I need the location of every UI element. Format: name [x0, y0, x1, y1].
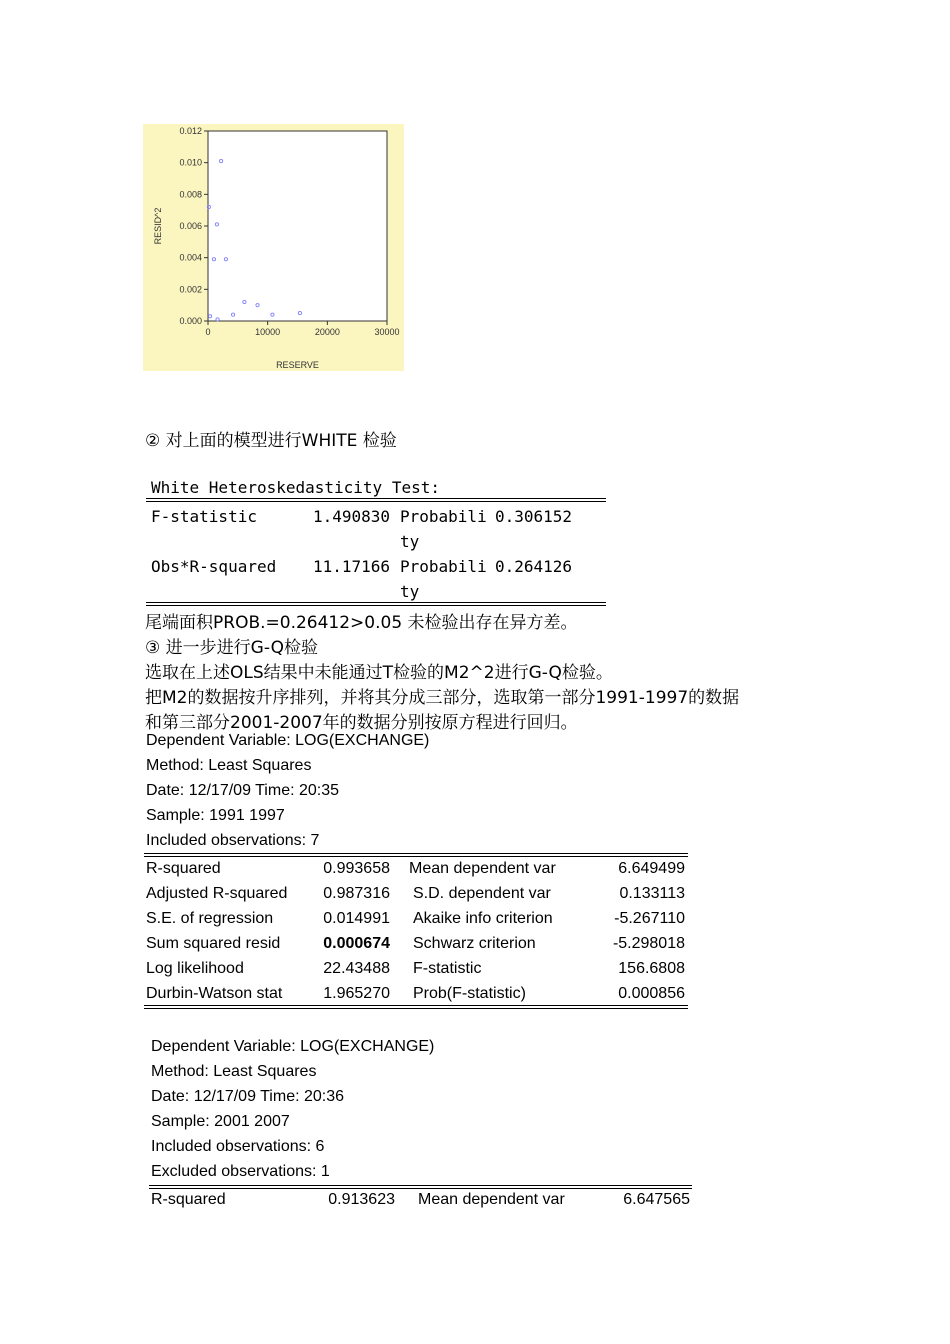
y-tick-label: 0.006: [179, 221, 202, 231]
stat-label: S.D. dependent var: [413, 885, 551, 902]
stat-value: -5.298018: [612, 935, 685, 952]
stat-value: 0.000674: [323, 935, 390, 952]
white-test-title: White Heteroskedasticity Test:: [151, 478, 440, 497]
x-axis-label: RESERVE: [276, 360, 319, 370]
stat-value: 0.000856: [618, 985, 685, 1002]
regression-header-line: Method: Least Squares: [151, 1063, 317, 1080]
table-rule: [146, 602, 606, 603]
x-tick-label: 30000: [374, 327, 400, 337]
stat-label: R-squared: [146, 860, 221, 877]
residual-scatter-chart: [143, 124, 404, 371]
regression-header-line: Dependent Variable: LOG(EXCHANGE): [151, 1038, 435, 1055]
table-rule: [144, 853, 688, 854]
stat-value: 156.6808: [618, 960, 685, 977]
regression-header-line: Included observations: 7: [146, 832, 320, 849]
stat-value: 0.014991: [323, 910, 390, 927]
y-axis-label: RESID^2: [153, 207, 163, 245]
scatter-svg: [143, 124, 404, 371]
white-row-2-value: 11.17166: [312, 557, 390, 576]
stat-label: S.E. of regression: [146, 910, 274, 927]
stat-label: Adjusted R-squared: [146, 885, 288, 902]
white-row-1-label: F-statistic: [151, 507, 257, 526]
regression-header-line: Sample: 2001 2007: [151, 1113, 290, 1130]
y-tick-label: 0.008: [179, 189, 202, 200]
table-rule: [146, 501, 606, 502]
table-rule: [144, 1005, 688, 1006]
section3-heading: ③ 进一步进行G-Q检验: [145, 638, 318, 658]
white-row-2-label: Obs*R-squared: [151, 557, 277, 576]
white-row-1-prob: 0.306152: [495, 507, 573, 526]
y-tick-label: 0.000: [179, 316, 202, 326]
table-rule: [146, 498, 606, 499]
white-row-1-value: 1.490830: [312, 507, 390, 526]
stat-value: -5.267110: [614, 910, 685, 927]
paragraph-1: 选取在上述OLS结果中未能通过T检验的M2^2进行G-Q检验。: [145, 663, 613, 683]
stat-value: 0.133113: [619, 885, 685, 902]
white-row-2-prob-label-wrap: ty: [400, 582, 420, 601]
table-rule: [144, 856, 688, 857]
table-rule: [146, 605, 606, 606]
stat-value: 6.647565: [623, 1191, 690, 1208]
white-row-1-prob-label: Probabili: [400, 507, 487, 526]
plot-area: [208, 131, 387, 321]
table-rule: [149, 1185, 692, 1186]
y-tick-label: 0.004: [179, 252, 202, 263]
stat-label: R-squared: [151, 1191, 226, 1208]
white-row-2-prob-label: Probabili: [400, 557, 487, 576]
stat-value: 0.987316: [323, 885, 390, 902]
regression-header-line: Included observations: 6: [151, 1138, 325, 1155]
paragraph-2-line-1: 把M2的数据按升序排列，并将其分成三部分，选取第一部分1991-1997的数据: [145, 688, 740, 708]
x-tick-label: 0: [205, 327, 211, 337]
white-row-2-prob: 0.264126: [495, 557, 573, 576]
section2-heading: ② 对上面的模型进行WHITE 检验: [145, 431, 397, 451]
white-row-1-prob-label-wrap: ty: [400, 532, 420, 551]
stat-label: Schwarz criterion: [413, 935, 536, 952]
regression-header-line: Excluded observations: 1: [151, 1163, 330, 1180]
stat-value: 22.43488: [323, 960, 390, 977]
stat-value: 1.965270: [323, 985, 390, 1002]
y-tick-label: 0.012: [179, 126, 202, 136]
stat-label: Prob(F-statistic): [413, 985, 526, 1002]
y-tick-label: 0.010: [179, 157, 202, 168]
conclusion-text: 尾端面积PROB.=0.26412>0.05 未检验出存在异方差。: [145, 613, 578, 633]
x-tick-label: 20000: [314, 327, 340, 337]
stat-label: Durbin-Watson stat: [146, 985, 283, 1002]
regression-header-line: Date: 12/17/09 Time: 20:36: [151, 1088, 345, 1105]
stat-label: Akaike info criterion: [413, 910, 553, 927]
stat-label: Sum squared resid: [146, 935, 281, 952]
regression-header-line: Method: Least Squares: [146, 757, 312, 774]
regression-header-line: Sample: 1991 1997: [146, 807, 285, 824]
stat-value: 0.913623: [328, 1191, 395, 1208]
stat-label: F-statistic: [413, 960, 482, 977]
regression-header-line: Dependent Variable: LOG(EXCHANGE): [146, 732, 430, 749]
stat-label: Mean dependent var: [409, 860, 556, 877]
table-rule: [144, 1008, 688, 1009]
stat-label: Log likelihood: [146, 960, 244, 977]
x-tick-label: 10000: [255, 327, 281, 337]
paragraph-2-line-2: 和第三部分2001-2007年的数据分别按原方程进行回归。: [145, 713, 578, 733]
regression-header-line: Date: 12/17/09 Time: 20:35: [146, 782, 340, 799]
stat-value: 6.649499: [618, 860, 685, 877]
stat-value: 0.993658: [323, 860, 390, 877]
stat-label: Mean dependent var: [418, 1191, 565, 1208]
y-tick-label: 0.002: [179, 284, 202, 295]
table-rule: [149, 1188, 692, 1189]
